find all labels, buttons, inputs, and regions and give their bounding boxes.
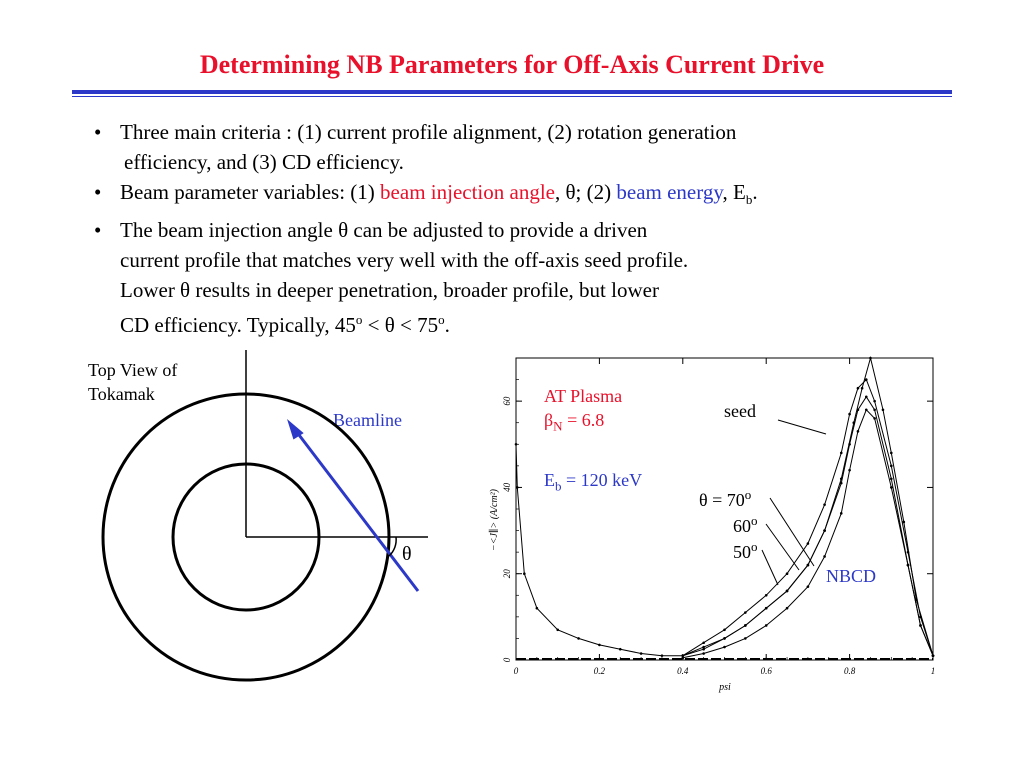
data-point (807, 585, 810, 588)
eb-subscript: b (745, 192, 753, 208)
y-tick-label: 60 (502, 396, 512, 406)
beam-energy-term: beam energy (616, 180, 723, 204)
tokamak-label-line1: Top View of (88, 360, 178, 380)
series-line-3 (683, 410, 933, 658)
beam-injection-angle-term: beam injection angle (380, 180, 555, 204)
beta-n-label (544, 408, 622, 439)
x-axis-label: psi (719, 682, 731, 693)
theta50-pointer (762, 550, 778, 585)
tokamak-label-line2: Tokamak (88, 384, 155, 404)
data-point (619, 648, 622, 651)
bullet-angle-line4-c: . (444, 313, 450, 338)
degree-superscript: o (744, 487, 752, 502)
data-point (848, 469, 851, 472)
data-point (865, 378, 868, 381)
degree-superscript: o (751, 539, 758, 554)
theta60-pointer (766, 524, 799, 570)
data-point (723, 629, 726, 632)
beamline-label: Beamline (333, 410, 402, 430)
bullet-variables-end: . (752, 180, 758, 204)
theta70-text: θ = 70 (699, 490, 745, 510)
data-point (823, 555, 826, 558)
eb-label (544, 470, 642, 495)
x-tick-label: 1 (930, 666, 936, 676)
bullet-variables-mid: , θ; (2) (554, 180, 617, 204)
bullet-angle-line4-a: CD efficiency. Typically, 45 (120, 313, 356, 338)
theta70-pointer (770, 498, 814, 566)
data-point (890, 486, 893, 489)
data-point (536, 607, 539, 610)
bullet-criteria-line2: efficiency, and (3) CD efficiency. (124, 150, 404, 174)
data-point (869, 357, 872, 360)
data-point (765, 607, 768, 610)
data-point (873, 400, 876, 403)
bullet-marker: • (94, 180, 102, 204)
data-point (786, 572, 789, 575)
degree-superscript: o (751, 513, 758, 528)
data-point (577, 637, 580, 640)
theta-label: θ (402, 543, 412, 565)
x-tick-label: 0.2 (593, 666, 606, 676)
bullet-criteria-line1: Three main criteria : (1) current profile alignment, (2) rotation generation (120, 120, 737, 144)
data-point (523, 572, 526, 575)
data-point (765, 594, 768, 597)
data-point (840, 452, 843, 455)
degree-superscript: o (438, 312, 445, 328)
data-point (598, 644, 601, 647)
slide-title: Determining NB Parameters for Off-Axis Current Drive (199, 50, 825, 79)
data-point (873, 417, 876, 420)
at-plasma-label (544, 384, 622, 439)
data-point (919, 624, 922, 627)
data-point (556, 629, 559, 632)
data-point (857, 430, 860, 433)
data-point (848, 413, 851, 416)
beta-symbol: β (544, 410, 554, 430)
y-tick-label: 20 (502, 569, 512, 579)
x-tick-label: 0 (513, 666, 519, 676)
x-tick-label: 0.6 (760, 666, 772, 676)
theta50-text: 50 (733, 542, 751, 562)
bullet-marker: • (94, 120, 102, 144)
series-line-1 (683, 380, 933, 656)
data-point (723, 646, 726, 649)
data-point (919, 616, 922, 619)
at-plasma-title: AT Plasma (544, 386, 623, 406)
degree-superscript: o (355, 312, 363, 328)
data-point (723, 637, 726, 640)
data-point (857, 408, 860, 411)
beta-subscript: N (553, 418, 563, 434)
y-tick-label: 0 (502, 657, 512, 663)
data-point (702, 641, 705, 644)
data-point (823, 529, 826, 532)
y-axis-label: −<J∥> (A/cm²) (489, 488, 500, 552)
x-tick-label: 0.4 (677, 666, 689, 676)
bullet-angle-line3: Lower θ results in deeper penetration, broader profile, but lower (120, 278, 659, 303)
data-point (840, 482, 843, 485)
bullet-angle-line4-b: < θ < 75 (362, 313, 439, 338)
data-point (861, 387, 864, 390)
data-point (786, 590, 789, 593)
data-point (907, 564, 910, 567)
data-point (744, 624, 747, 627)
theta60-label (733, 513, 758, 537)
data-point (786, 607, 789, 610)
data-point (865, 408, 868, 411)
theta70-label (699, 487, 751, 511)
data-point (765, 624, 768, 627)
data-point (857, 387, 860, 390)
data-point (903, 521, 906, 524)
data-point (890, 478, 893, 481)
nbcd-label: NBCD (826, 566, 877, 586)
data-point (702, 652, 705, 655)
data-point (865, 396, 868, 399)
data-point (840, 512, 843, 515)
data-point (848, 443, 851, 446)
data-point (515, 443, 518, 446)
data-point (932, 654, 935, 657)
data-point (516, 486, 519, 489)
data-point (744, 637, 747, 640)
data-point (661, 654, 664, 657)
theta50-label (733, 539, 758, 563)
data-point (890, 465, 893, 468)
bullet-variables-prefix: Beam parameter variables: (1) (120, 180, 381, 204)
x-tick-label: 0.8 (843, 666, 856, 676)
data-point (907, 551, 910, 554)
data-point (682, 657, 685, 660)
eb-value: = 120 keV (561, 470, 643, 490)
data-point (744, 611, 747, 614)
bullet-marker: • (94, 218, 102, 243)
bullet-angle-line2: current profile that matches very well with the off-axis seed profile. (120, 248, 689, 273)
data-point (807, 542, 810, 545)
seed-label: seed (724, 401, 756, 421)
data-point (640, 652, 643, 655)
eb-symbol: E (544, 470, 555, 490)
data-point (882, 408, 885, 411)
series-line-2 (683, 397, 933, 656)
eb-plot-subscript: b (555, 478, 562, 494)
data-point (807, 564, 810, 567)
bullet-angle-line1: The beam injection angle θ can be adjusted to provide a driven (120, 218, 648, 243)
data-point (873, 408, 876, 411)
y-tick-label: 40 (502, 482, 512, 492)
seed-pointer (778, 420, 826, 434)
bullet-variables-suffix: , E (722, 180, 746, 204)
data-point (890, 452, 893, 455)
data-point (702, 646, 705, 649)
beta-value: = 6.8 (562, 410, 605, 430)
theta60-text: 60 (733, 516, 751, 536)
data-point (823, 503, 826, 506)
